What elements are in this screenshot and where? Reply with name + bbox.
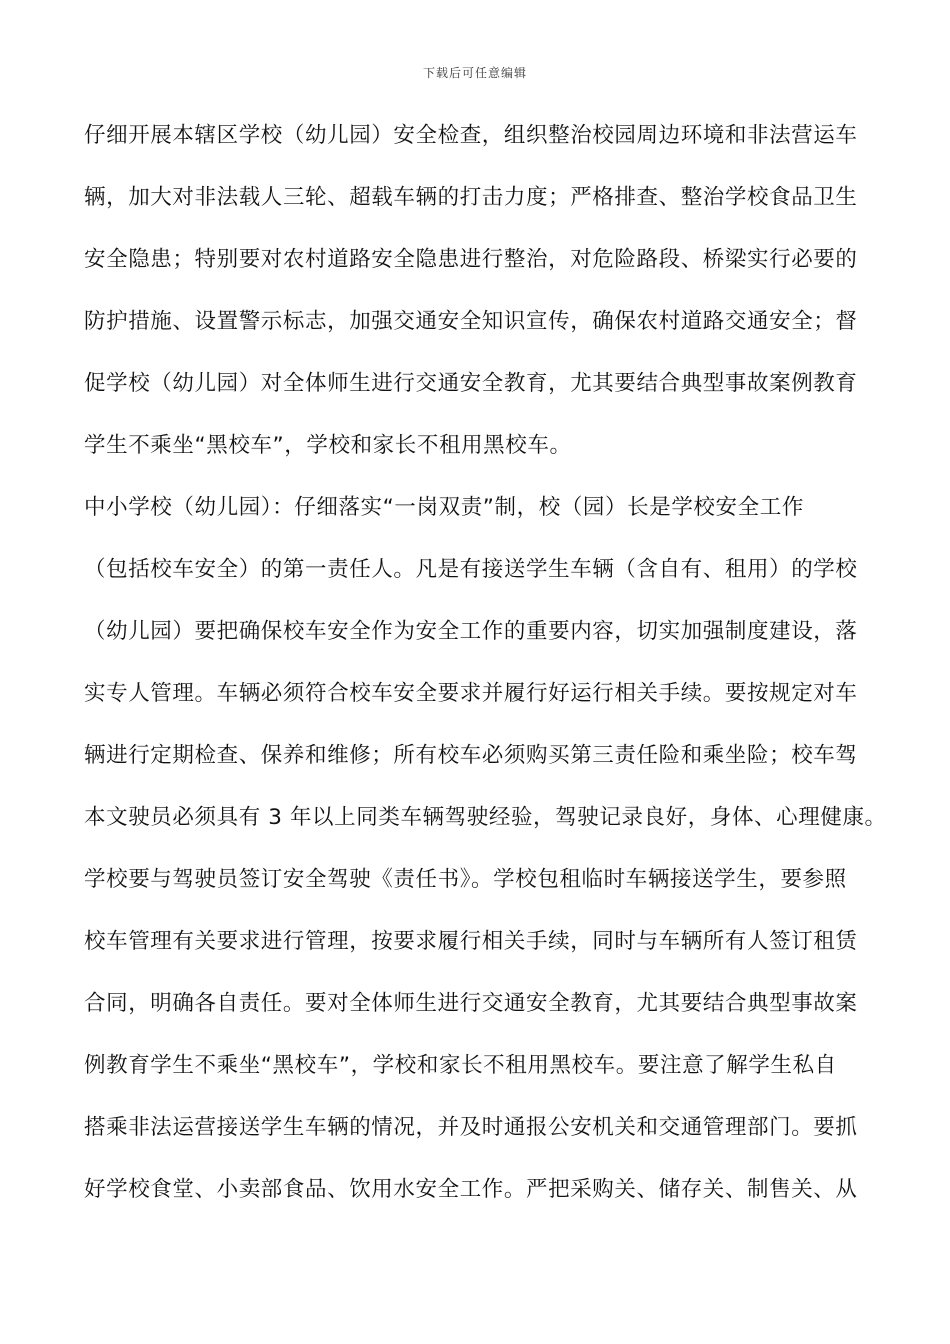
text-line: （包括校车安全）的第一责任人。凡是有接送学生车辆（含自有、租用）的学校 (84, 557, 858, 582)
text-line: 合同，明确各自责任。要对全体师生进行交通安全教育，尤其要结合典型事故案 (84, 991, 858, 1016)
text-line: 仔细开展本辖区学校（幼儿园）安全检查，组织整治校园周边环境和非法营运车 (84, 123, 858, 148)
text-line: 实专人管理。车辆必须符合校车安全要求并履行好运行相关手续。要按规定对车 (84, 681, 858, 706)
text-line: 校车管理有关要求进行管理，按要求履行相关手续，同时与车辆所有人签订租赁 (84, 929, 858, 954)
text-line: （幼儿园）要把确保校车安全作为安全工作的重要内容，切实加强制度建设，落 (84, 619, 858, 644)
text-line: 学生不乘坐“黑校车”，学校和家长不租用黑校车。 (84, 433, 572, 458)
text-line: 安全隐患；特别要对农村道路安全隐患进行整治，对危险路段、桥梁实行必要的 (84, 247, 858, 272)
text-line: 辆，加大对非法载人三轮、超载车辆的打击力度；严格排查、整治学校食品卫生 (84, 185, 858, 210)
page-header: 下载后可任意编辑 (422, 66, 527, 80)
text-line: 促学校（幼儿园）对全体师生进行交通安全教育，尤其要结合典型事故案例教育 (84, 371, 858, 396)
text-line: 本文驶员必须具有 3 年以上同类车辆驾驶经验，驾驶记录良好，身体、心理健康。 (84, 805, 887, 830)
text-line: 好学校食堂、小卖部食品、饮用水安全工作。严把采购关、储存关、制售关、从 (84, 1177, 858, 1202)
text-line: 中小学校（幼儿园）：仔细落实“一岗双责”制，校（园）长是学校安全工作 (84, 495, 804, 520)
text-line: 辆进行定期检查、保养和维修；所有校车必须购买第三责任险和乘坐险；校车驾 (84, 743, 858, 768)
document-body (84, 114, 914, 1230)
text-line: 防护措施、设置警示标志，加强交通安全知识宣传，确保农村道路交通安全；督 (84, 309, 858, 334)
text-line: 学校要与驾驶员签订安全驾驶《责任书》。学校包租临时车辆接送学生，要参照 (84, 867, 847, 892)
text-line: 搭乘非法运营接送学生车辆的情况，并及时通报公安机关和交通管理部门。要抓 (84, 1115, 858, 1140)
text-line: 例教育学生不乘坐“黑校车”，学校和家长不租用黑校车。要注意了解学生私自 (84, 1053, 837, 1078)
